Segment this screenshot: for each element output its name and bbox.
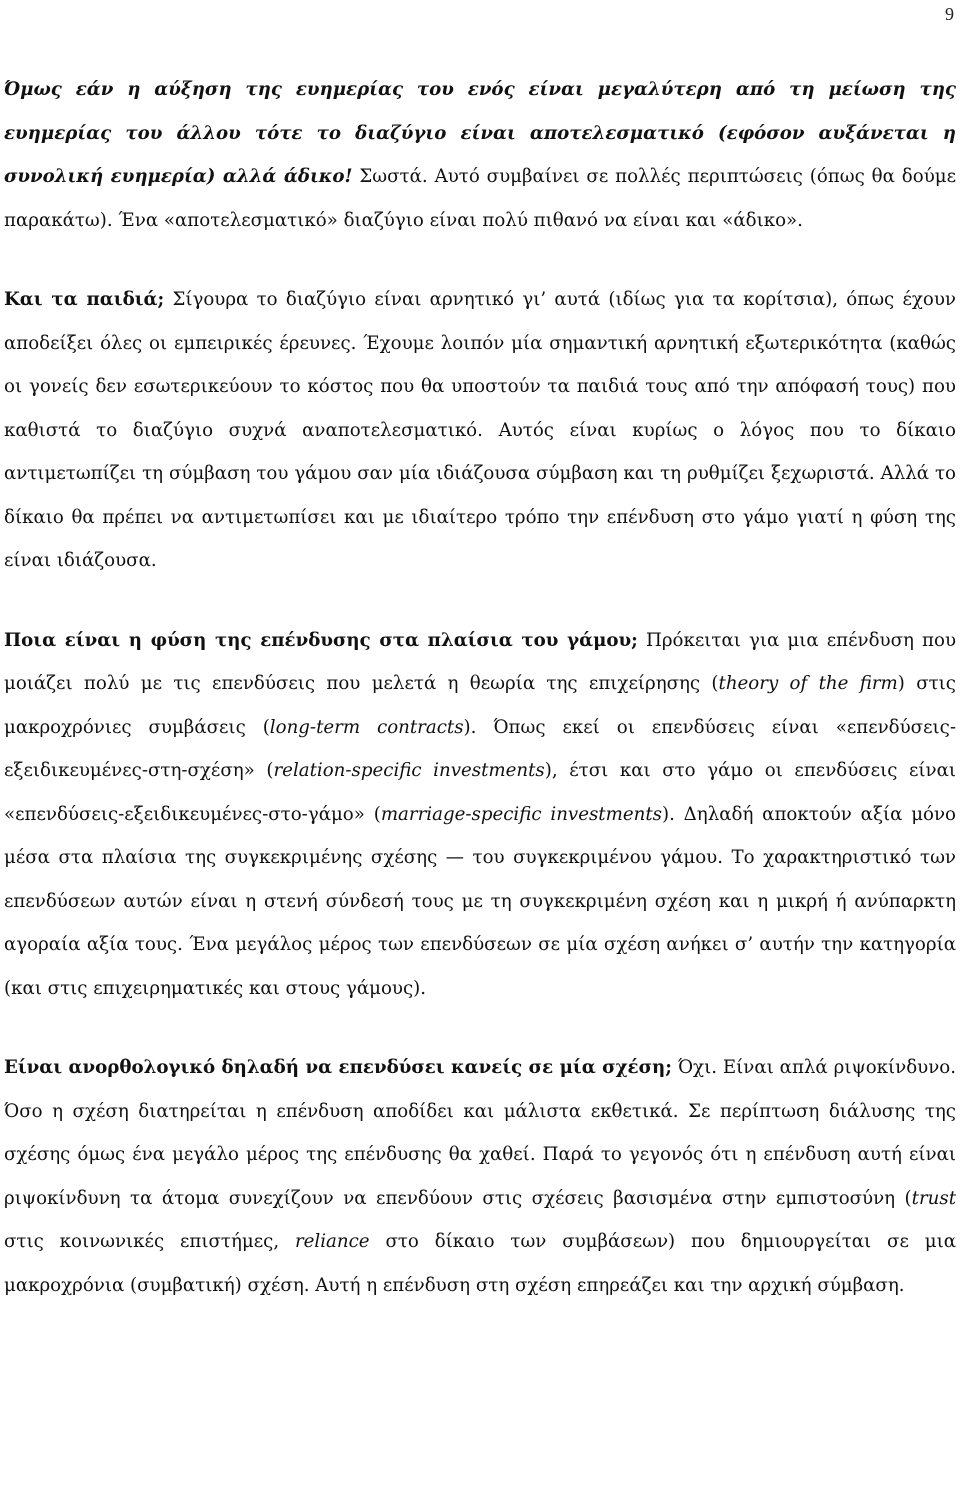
paragraph-body-text: Σωστά. Αυτό συμβαίνει σε πολλές περιπτώσεις (όπως θα δούμε παρακάτω). Ένα «αποτελεσματικό» διαζύγιο είναι πολύ πιθανό να είναι και «άδικο». [4, 166, 957, 231]
paragraph-children [4, 278, 956, 583]
paragraph-body-text: ) στις μακροχρόνιες συμβάσεις ( [4, 673, 956, 738]
italic-term: reliance [294, 1231, 370, 1252]
paragraph-marriage-investment [4, 619, 956, 1011]
italic-term: theory of the firm [718, 673, 898, 694]
page-number: 9 [945, 4, 954, 24]
paragraph-body-text: στις κοινωνικές επιστήμες, [4, 1231, 295, 1252]
paragraph-body-text: ), έτσι και στο γάμο οι επενδύσεις είναι «επενδύσεις-εξειδικευμένες-στο-γάμο» ( [4, 760, 957, 825]
paragraph-lead-text: Είναι ανορθολογικό δηλαδή να επενδύσει κανείς σε μία σχέση; [4, 1057, 672, 1078]
italic-term: marriage-specific investments [380, 803, 662, 825]
paragraph-body-text: ). Δηλαδή αποκτούν αξία μόνο μέσα στα πλαίσια της συγκεκριμένης σχέσης — του συγκεκριμένου γάμου. Το χαρακτηριστικό των επενδύσεων αυτών είναι η στενή σύνδεσή τους με τη συγκεκριμένη σχέση και η μικρή ή ανύπαρκτη αγοραία αξία τους. Ένα μεγάλος μέρος των επενδύσεων σε μία σχέση ανήκει σ’ αυτήν την κατηγορία (και στις επιχειρηματικές και στους γάμους). [4, 803, 956, 999]
paragraph-body-text: στο δίκαιο των συμβάσεων) που δημιουργείται σε μια μακροχρόνια (συμβατική) σχέση. Αυτή η επένδυση στη σχέση επηρεάζει και την αρχική σύμβαση. [4, 1231, 956, 1296]
italic-term: long-term contracts [269, 716, 464, 738]
paragraph-efficient-unjust-divorce [4, 68, 956, 242]
paragraph-body-text: Πρόκειται για μια επένδυση που μοιάζει πολύ με τις επενδύσεις που μελετά η θεωρία της επιχείρησης ( [4, 629, 957, 694]
paragraph-body-text: Σίγουρα το διαζύγιο είναι αρνητικό γι’ αυτά (ιδίως για τα κορίτσια), όπως έχουν αποδείξει όλες οι εμπειρικές έρευνες. Έχουμε λοιπόν μία σημαντική αρνητική εξωτερικότητα (καθώς οι γονείς δεν εσωτερικεύουν το κόστος που θα υποστούν τα παιδιά τους από την απόφασή τους) που καθιστά το διαζύγιο συχνά αναποτελεσματικό. Αυτός είναι κυρίως ο λόγος που το δίκαιο αντιμετωπίζει τη σύμβαση του γάμου σαν μία ιδιάζουσα σύμβαση και τη ρυθμίζει ξεχωριστά. Αλλά το δίκαιο θα πρέπει να αντιμετωπίσει και με ιδιαίτερο τρόπο την επένδυση στο γάμο γιατί η φύση της είναι ιδιάζουσα. [4, 289, 956, 571]
paragraph-irrational-investment [4, 1046, 956, 1307]
paragraph-body-text: Όχι. Είναι απλά ριψοκίνδυνο. Όσο η σχέση διατηρείται η επένδυση αποδίδει και μάλιστα εκθετικά. Σε περίπτωση διάλυσης της σχέσης όμως ένα μεγάλο μέρος της επένδυσης θα χαθεί. Παρά το γεγονός ότι η επένδυση αυτή είναι ριψοκίνδυνη τα άτομα συνεχίζουν να επενδύουν στις σχέσεις βασισμένα στην εμπιστοσύνη ( [4, 1057, 957, 1209]
italic-term: relation-specific investments [273, 760, 545, 781]
paragraph-lead-text: Και τα παιδιά; [4, 289, 165, 310]
paragraph-body-text: ). Όπως εκεί οι επενδύσεις είναι «επενδύσεις-εξειδικευμένες-στη-σχέση» ( [4, 716, 956, 781]
paragraph-lead-text: Όμως εάν η αύξηση της ευημερίας του ενός είναι μεγαλύτερη από τη μείωση της ευημερίας του άλλου τότε το διαζύγιο είναι αποτελεσματικό (εφόσον αυξάνεται η συνολική ευημερία) αλλά άδικο! [4, 79, 956, 187]
italic-term: trust [911, 1187, 956, 1209]
document-body [4, 68, 956, 1307]
paragraph-lead-text: Ποια είναι η φύση της επένδυσης στα πλαίσια του γάμου; [4, 629, 638, 651]
